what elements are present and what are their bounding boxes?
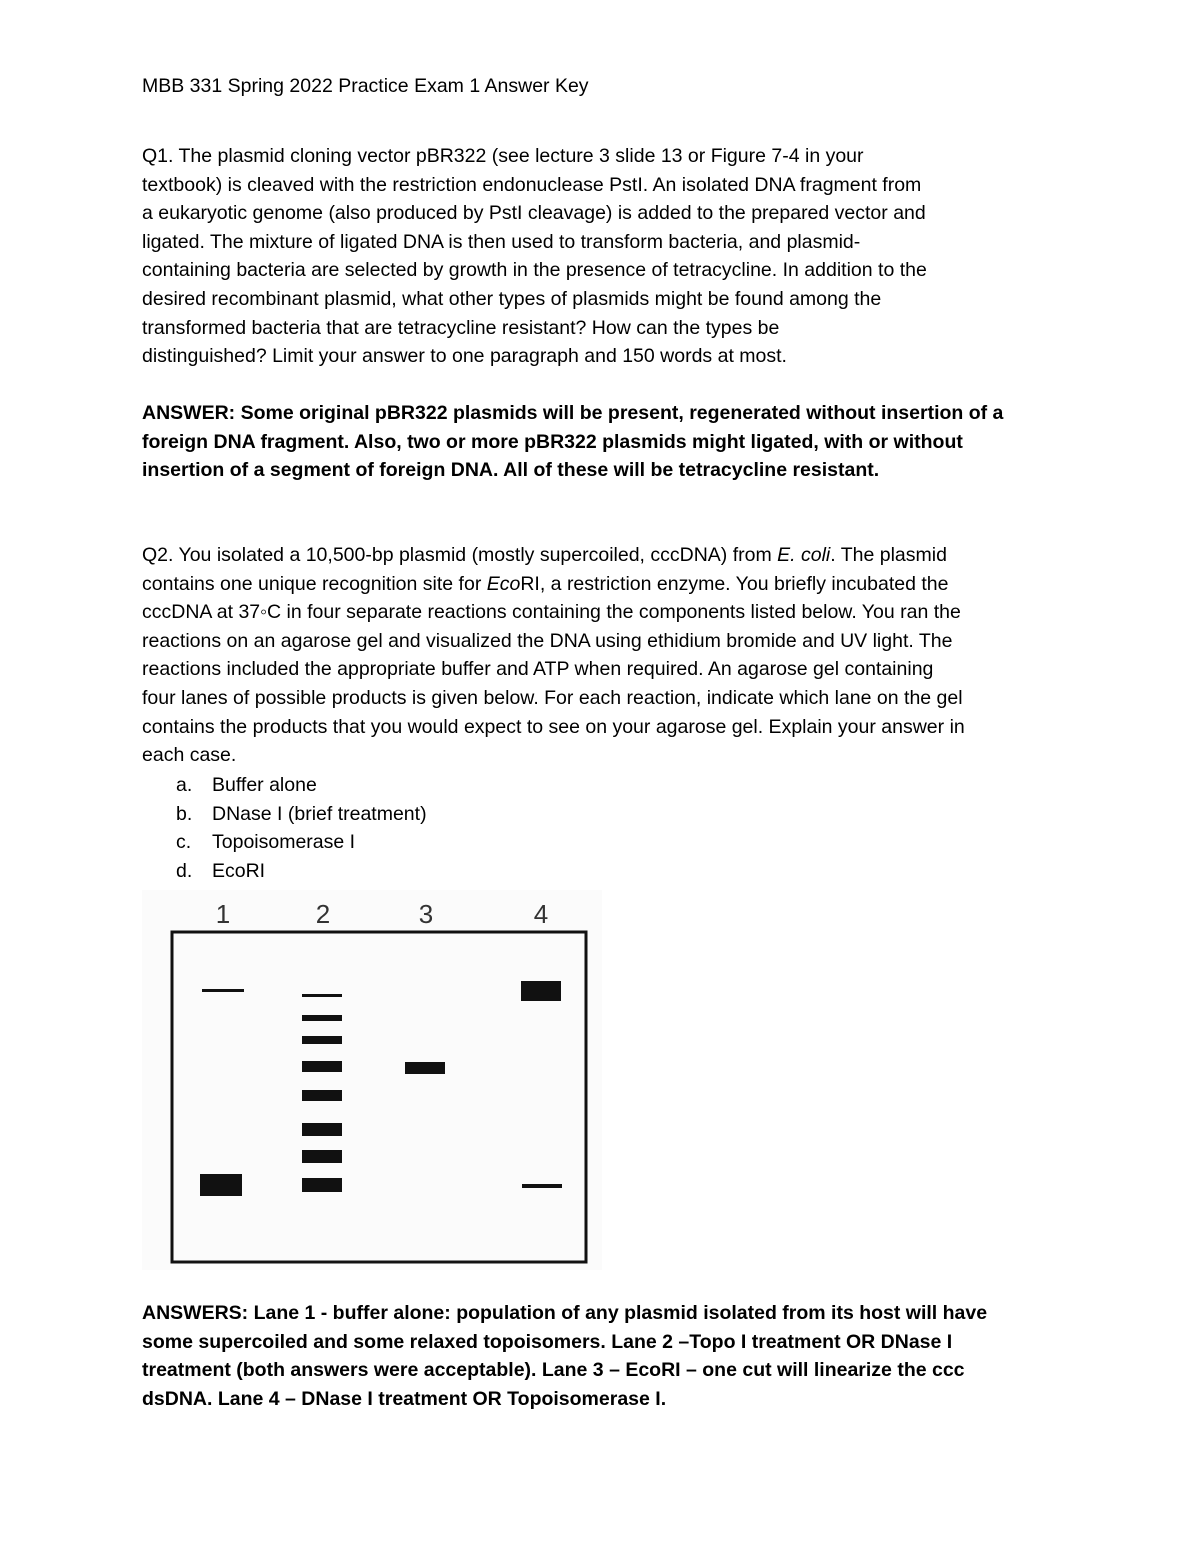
a2-line: ANSWERS: Lane 1 - buffer alone: population of any plasmid isolated from its host will have: [142, 1302, 988, 1324]
a2-line: some supercoiled and some relaxed topoisomers. Lane 2 –Topo I treatment OR DNase I: [142, 1330, 953, 1353]
list-item-text: EcoRI: [212, 859, 266, 882]
q2-line: four lanes of possible products is given below. For each reaction, indicate which lane on the gel: [142, 686, 963, 709]
list-item-text: DNase I (brief treatment): [212, 802, 427, 825]
a2-line: treatment (both answers were acceptable). Lane 3 – EcoRI – one cut will linearize the ccc: [142, 1359, 965, 1382]
list-marker: a.: [176, 774, 193, 796]
list-item-text: Buffer alone: [212, 774, 317, 796]
answer-1: [142, 399, 1072, 485]
gel-band: [302, 1036, 342, 1044]
gel-band: [302, 994, 342, 997]
document-title: MBB 331 Spring 2022 Practice Exam 1 Answer Key: [142, 75, 589, 97]
list-item: [142, 800, 427, 829]
gel-band: [302, 1178, 342, 1192]
list-marker: d.: [176, 859, 193, 882]
q1-line: transformed bacteria that are tetracycline resistant? How can the types be: [142, 316, 780, 339]
q2-line: contains the products that you would expect to see on your agarose gel. Explain your answer in: [142, 715, 965, 738]
list-marker: c.: [176, 831, 192, 854]
q1-line: ligated. The mixture of ligated DNA is then used to transform bacteria, and plasmid-: [142, 230, 861, 253]
q2-line: reactions on an agarose gel and visualized the DNA using ethidium bromide and UV light. The: [142, 629, 953, 652]
gel-band: [522, 1184, 562, 1188]
gel-band: [200, 1174, 242, 1196]
agarose-gel-figure: [142, 890, 602, 1270]
lane-label-1: 1: [215, 899, 231, 929]
list-item: [142, 857, 427, 886]
lane-label-4: 4: [533, 899, 549, 929]
gel-band: [302, 1123, 342, 1136]
list-item-text: Topoisomerase I: [212, 831, 356, 854]
lane-label-3: 3: [418, 899, 434, 929]
gel-band: [202, 989, 244, 992]
a2-line: dsDNA. Lane 4 – DNase I treatment OR Topoisomerase I.: [142, 1387, 667, 1410]
q2-line1-suffix: . The plasmid: [830, 544, 947, 566]
q1-line: desired recombinant plasmid, what other types of plasmids might be found among the: [142, 287, 882, 310]
gel-band: [302, 1150, 342, 1163]
q2-line2-suffix: RI, a restriction enzyme. You briefly incubated the: [520, 572, 949, 595]
gel-band: [405, 1062, 445, 1074]
q1-line: distinguished? Limit your answer to one paragraph and 150 words at most.: [142, 345, 787, 368]
gel-band: [302, 1061, 342, 1072]
answer-2: [142, 1299, 1072, 1413]
q2-line: [142, 541, 1072, 570]
gel-band: [302, 1090, 342, 1101]
q2-line2-prefix: contains one unique recognition site for: [142, 572, 487, 595]
gel-band: [521, 981, 561, 1001]
lane-label-2: 2: [315, 899, 331, 929]
q2-line: cccDNA at 37◦C in four separate reactions containing the components listed below. You ran the: [142, 601, 961, 624]
q2-species-name: E. coli: [777, 544, 831, 566]
question-2: [142, 541, 1072, 770]
a1-line: ANSWER: Some original pBR322 plasmids will be present, regenerated without insertion of a: [142, 402, 1004, 424]
q2-line: each case.: [142, 744, 237, 767]
list-marker: b.: [176, 802, 193, 825]
q2-line1-prefix: Q2. You isolated a 10,500-bp plasmid (mostly supercoiled, cccDNA) from: [142, 544, 778, 566]
list-item: [142, 771, 427, 800]
a1-line: foreign DNA fragment. Also, two or more pBR322 plasmids might ligated, with or without: [142, 430, 963, 453]
q1-line: textbook) is cleaved with the restriction endonuclease PstI. An isolated DNA fragment from: [142, 173, 922, 196]
gel-band: [302, 1015, 342, 1021]
q1-line: a eukaryotic genome (also produced by PstI cleavage) is added to the prepared vector and: [142, 202, 926, 225]
q2-enzyme-italic: Eco: [486, 572, 521, 595]
q1-line: containing bacteria are selected by growth in the presence of tetracycline. In addition to the: [142, 259, 927, 282]
gel-diagram: [142, 890, 602, 1270]
question-1: [142, 142, 1072, 371]
reaction-options-list: [142, 771, 427, 885]
q2-line: [142, 570, 1072, 599]
q2-line: reactions included the appropriate buffer and ATP when required. An agarose gel containing: [142, 658, 934, 681]
a1-line: insertion of a segment of foreign DNA. All of these will be tetracycline resistant.: [142, 459, 880, 482]
list-item: [142, 828, 427, 857]
q1-line: Q1. The plasmid cloning vector pBR322 (see lecture 3 slide 13 or Figure 7-4 in your: [142, 145, 864, 167]
